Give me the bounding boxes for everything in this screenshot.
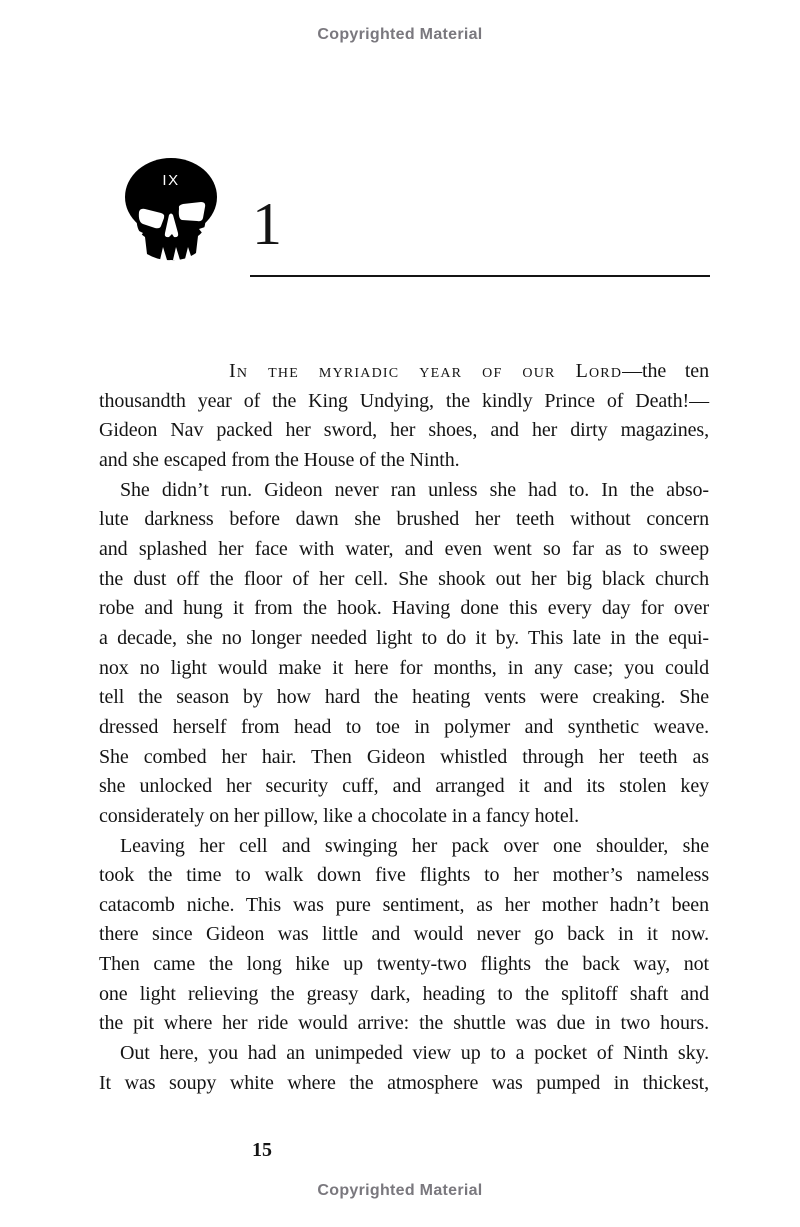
text-line: she unlocked her security cuff, and arranged it and its stolen key	[99, 775, 709, 798]
text-line	[99, 357, 709, 387]
paragraph	[99, 1039, 709, 1098]
text-line: the pit where her ride would arrive: the shuttle was due in two hours.	[99, 1012, 709, 1035]
text-line: catacomb niche. This was pure sentiment, as her mother hadn’t been	[99, 893, 709, 916]
chapter-body	[99, 357, 709, 1098]
text-line: tell the season by how hard the heating vents were creaking. She	[99, 686, 709, 709]
text-line: considerately on her pillow, like a chocolate in a fancy hotel.	[99, 804, 579, 827]
text-line: took the time to walk down five flights to her mother’s nameless	[99, 864, 709, 887]
text-line: a decade, she no longer needed light to do it by. This late in the equi-	[99, 626, 709, 649]
text-line: lute darkness before dawn she brushed her teeth without concern	[99, 508, 709, 531]
text-line: the dust off the floor of her cell. She shook out her big black church	[99, 567, 709, 590]
text-line: one light relieving the greasy dark, heading to the splitoff shaft and	[99, 982, 709, 1005]
copyright-notice-top: Copyrighted Material	[317, 26, 483, 43]
opening-rest: —the ten	[622, 360, 709, 382]
text-line: Gideon Nav packed her sword, her shoes, and her dirty magazines,	[99, 419, 709, 442]
text-line: and she escaped from the House of the Ninth.	[99, 448, 460, 471]
paragraph	[99, 832, 709, 1040]
text-line: Then came the long hike up twenty-two flights the back way, not	[99, 953, 709, 976]
text-line: there since Gideon was little and would never go back in it now.	[99, 923, 709, 946]
text-line: She combed her hair. Then Gideon whistled through her teeth as	[99, 745, 709, 768]
text-line: Leaving her cell and swinging her pack over one shoulder, she	[120, 834, 709, 857]
text-line: and splashed her face with water, and even went so far as to sweep	[99, 537, 709, 560]
text-line: robe and hung it from the hook. Having done this every day for over	[99, 597, 709, 620]
paragraph	[99, 476, 709, 832]
text-line: nox no light would make it here for months, in any case; you could	[99, 656, 709, 679]
right-eye-socket	[179, 202, 205, 221]
text-line: She didn’t run. Gideon never ran unless she had to. In the abso-	[120, 478, 709, 501]
chapter-number: 1	[252, 191, 282, 257]
ninth-house-skull-icon	[123, 157, 219, 262]
text-line: thousandth year of the King Undying, the kindly Prince of Death!—	[99, 389, 709, 412]
copyright-notice-bottom: Copyrighted Material	[317, 1182, 483, 1199]
page-number: 15	[252, 1139, 272, 1161]
opening-small-caps: In the myriadic year of our Lord	[229, 360, 623, 382]
paragraph	[99, 357, 709, 476]
text-line: dressed herself from head to toe in polymer and synthetic weave.	[99, 715, 709, 738]
text-line: Out here, you had an unimpeded view up to a pocket of Ninth sky.	[120, 1042, 709, 1065]
skull-house-numeral: IX	[162, 172, 180, 189]
skull-graphic	[123, 157, 219, 262]
chapter-rule-divider	[250, 275, 710, 277]
text-line: It was soupy white where the atmosphere was pumped in thickest,	[99, 1071, 709, 1094]
